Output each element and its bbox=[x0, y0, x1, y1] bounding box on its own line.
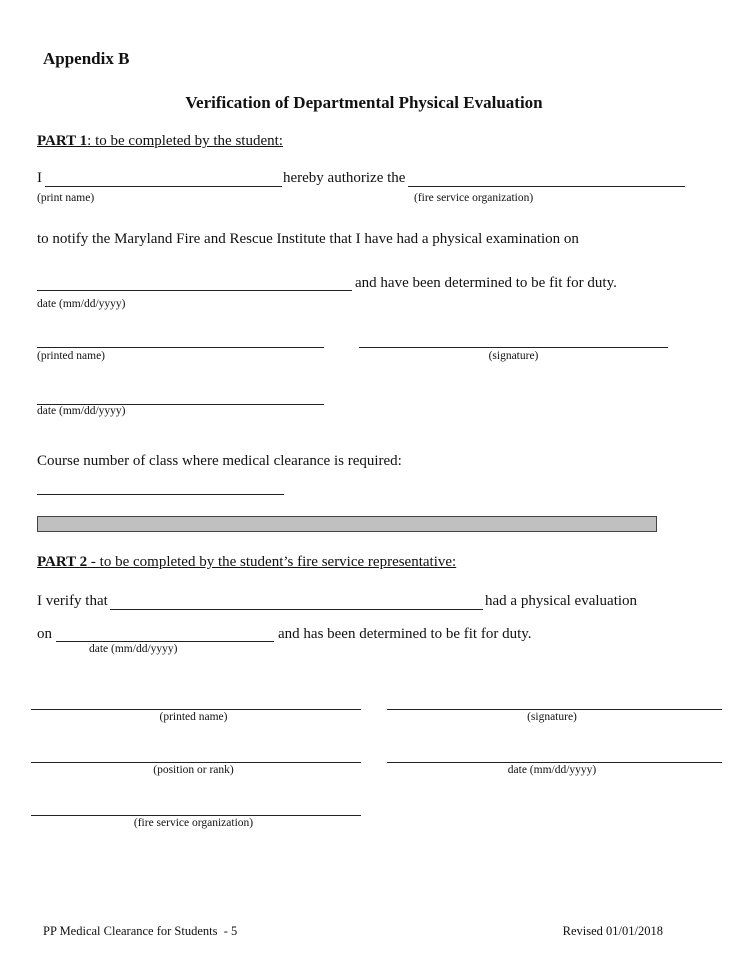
rep-printed-name-field[interactable] bbox=[31, 709, 361, 710]
rep-position-field[interactable] bbox=[31, 762, 361, 763]
part2-label-rest: - to be completed by the student’s fire service representative: bbox=[87, 554, 457, 570]
part2-label: PART 2 bbox=[37, 554, 88, 570]
printed-name-caption: (printed name) bbox=[37, 350, 106, 362]
part1-heading bbox=[37, 133, 283, 150]
rep-position-caption: (position or rank) bbox=[153, 764, 234, 776]
student-name-field[interactable] bbox=[45, 186, 282, 187]
has-fit-duty-text: and has been determined to be fit for duty. bbox=[278, 626, 532, 642]
rep-fire-org-caption: (fire service organization) bbox=[133, 817, 254, 829]
fire-org-caption: (fire service organization) bbox=[414, 192, 534, 204]
exam-date-caption: date (mm/dd/yyyy) bbox=[37, 298, 126, 310]
sign-date-caption: date (mm/dd/yyyy) bbox=[37, 405, 126, 417]
exam-date-field[interactable] bbox=[37, 290, 352, 291]
eval-date-field[interactable] bbox=[56, 641, 274, 642]
fire-service-org-field[interactable] bbox=[408, 186, 685, 187]
course-number-text: Course number of class where medical clearance is required: bbox=[37, 453, 402, 469]
course-number-field[interactable] bbox=[37, 494, 284, 495]
student-verified-name-field[interactable] bbox=[110, 609, 483, 610]
rep-signature-caption: (signature) bbox=[527, 711, 577, 723]
page-title: Verification of Departmental Physical Evaluation bbox=[185, 93, 543, 112]
rep-signature-field[interactable] bbox=[387, 709, 722, 710]
student-signature-field[interactable] bbox=[359, 347, 668, 348]
part1-label-rest: : to be completed by the student: bbox=[87, 133, 283, 149]
print-name-caption: (print name) bbox=[37, 192, 95, 204]
authorize-text: hereby authorize the bbox=[283, 170, 406, 186]
notify-text: to notify the Maryland Fire and Rescue Institute that I have had a physical examination on bbox=[37, 231, 579, 247]
appendix-heading: Appendix B bbox=[43, 49, 130, 68]
eval-date-caption: date (mm/dd/yyyy) bbox=[89, 643, 178, 655]
rep-date-caption: date (mm/dd/yyyy) bbox=[507, 764, 597, 776]
verify-text: I verify that bbox=[37, 593, 108, 609]
part1-i-text: I bbox=[37, 170, 42, 186]
part2-heading bbox=[37, 554, 456, 571]
section-divider-bar bbox=[37, 516, 657, 532]
rep-date-field[interactable] bbox=[387, 762, 722, 763]
signature-caption: (signature) bbox=[488, 350, 539, 362]
part1-label: PART 1 bbox=[37, 133, 88, 149]
rep-fire-org-field[interactable] bbox=[31, 815, 361, 816]
fit-duty-text: and have been determined to be fit for duty. bbox=[355, 275, 617, 291]
had-eval-text: had a physical evaluation bbox=[485, 593, 638, 609]
on-text: on bbox=[37, 626, 52, 642]
footer-left: PP Medical Clearance for Students - 5 bbox=[43, 924, 238, 938]
rep-printed-name-caption: (printed name) bbox=[159, 711, 228, 723]
footer-revised: Revised 01/01/2018 bbox=[562, 924, 663, 938]
student-printed-name-field[interactable] bbox=[37, 347, 324, 348]
